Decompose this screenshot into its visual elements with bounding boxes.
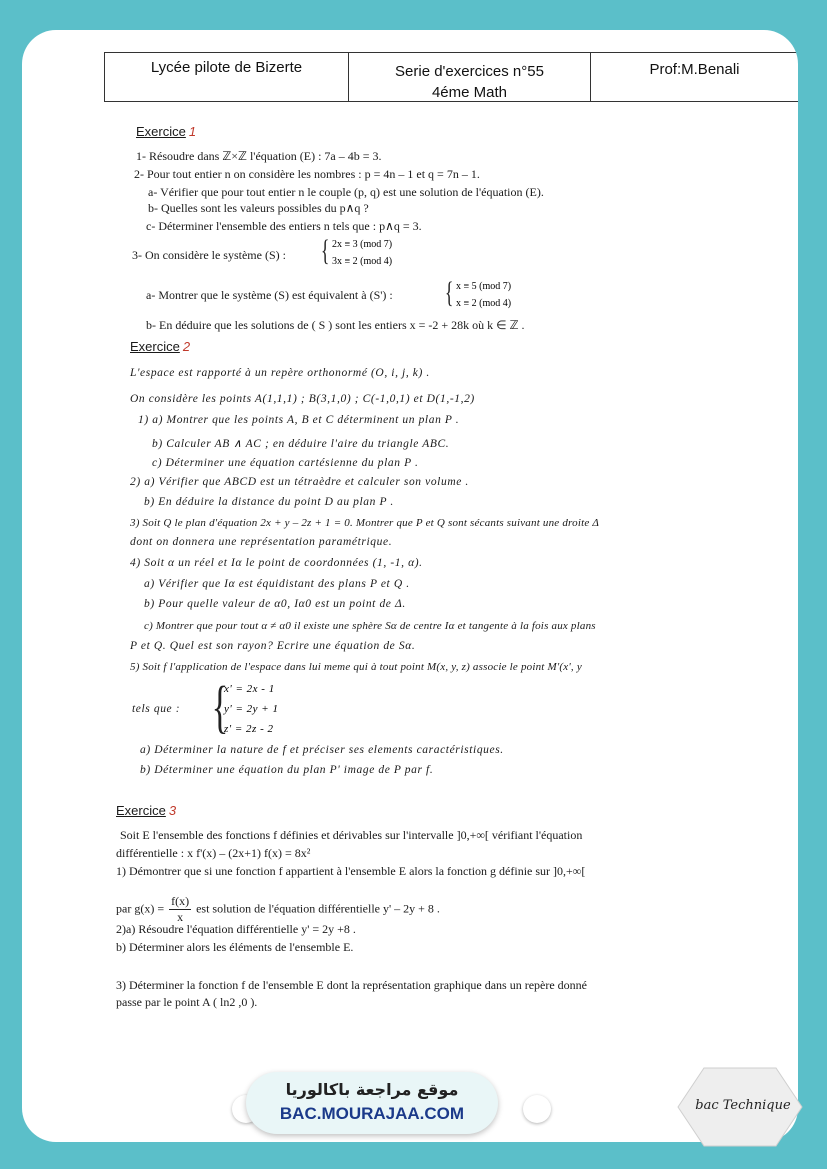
system-brace: {: [320, 234, 330, 267]
ex2-line: b) Pour quelle valeur de α0, Iα0 est un point de Δ.: [144, 598, 406, 610]
ex2-line: c) Montrer que pour tout α ≠ α0 il existe une sphère Sα de centre Iα et tangente à la fois aux plans: [144, 620, 596, 632]
system-brace: {: [211, 674, 229, 739]
ex2-line: dont on donnera une représentation paramétrique.: [130, 536, 393, 548]
ex3-line: 3) Déterminer la fonction f de l'ensemble E dont la représentation graphique dans un repère donné: [116, 978, 587, 992]
fraction: [169, 894, 191, 925]
ex2-line: On considère les points A(1,1,1) ; B(3,1,0) ; C(-1,0,1) et D(1,-1,2): [130, 393, 475, 405]
site-banner[interactable]: [246, 1072, 498, 1134]
exercise-number: 2: [182, 339, 191, 354]
ex3-line: 1) Démontrer que si une fonction f appartient à l'ensemble E alors la fonction g définie sur ]0,+∞[: [116, 864, 586, 878]
ex3-text: est solution de l'équation différentielle y' – 2y + 8 .: [196, 901, 440, 916]
ex1-line: 3- On considère le système (S) :: [132, 248, 286, 262]
site-logo-icon: [523, 1095, 551, 1123]
system-eq: z' = 2z - 2: [224, 723, 274, 735]
school-name: Lycée pilote de Bizerte: [104, 53, 348, 101]
ex1-line: c- Déterminer l'ensemble des entiers n tels que : p∧q = 3.: [146, 219, 422, 233]
ex2-line: 4) Soit α un réel et Iα le point de coordonnées (1, -1, α).: [130, 557, 423, 569]
ex2-line: 1) a) Montrer que les points A, B et C déterminent un plan P .: [138, 414, 460, 426]
exercise-title: Exercice: [130, 339, 180, 354]
system-eq: 2x ≡ 3 (mod 7): [332, 239, 393, 250]
ex3-line: [116, 894, 440, 925]
system-eq: x ≡ 5 (mod 7): [456, 281, 512, 292]
system-eq: y' = 2y + 1: [224, 703, 279, 715]
system-s-prime: [456, 278, 511, 312]
ex1-line: 1- Résoudre dans ℤ×ℤ l'équation (E) : 7a – 4b = 3.: [136, 149, 382, 163]
ex2-line: c) Déterminer une équation cartésienne du plan P .: [152, 457, 419, 469]
exercise-1-heading: [136, 124, 196, 140]
site-url[interactable]: BAC.MOURAJAA.COM: [279, 1104, 465, 1123]
ex3-line: 2)a) Résoudre l'équation différentielle y' = 2y +8 .: [116, 922, 356, 936]
ex1-line: b- Quelles sont les valeurs possibles du p∧q ?: [148, 201, 369, 215]
ex2-line: 2) a) Vérifier que ABCD est un tétraèdre et calculer son volume .: [130, 476, 469, 488]
exercise-2-heading: [130, 339, 190, 355]
exercise-title: Exercice: [116, 803, 166, 818]
series-number: Serie d'exercices n°55: [395, 63, 544, 80]
ex2-line: b) Déterminer une équation du plan P' image de P par f.: [140, 764, 434, 776]
fraction-denominator: x: [177, 910, 184, 924]
exam-sheet: [22, 30, 798, 1142]
system-brace: {: [444, 276, 454, 309]
ex3-line: différentielle : x f'(x) – (2x+1) f(x) = 8x²: [116, 846, 311, 860]
transformation-system: [224, 679, 278, 739]
series-title: [348, 53, 590, 101]
ex1-line: a- Vérifier que pour tout entier n le couple (p, q) est une solution de l'équation (E).: [148, 185, 544, 199]
ex2-line: tels que :: [132, 703, 181, 715]
ex2-line: b) En déduire la distance du point D au plan P .: [144, 496, 394, 508]
system-eq: x ≡ 2 (mod 4): [456, 298, 512, 309]
system-eq: 3x ≡ 2 (mod 4): [332, 256, 393, 267]
ex1-line: a- Montrer que le système (S) est équivalent à (S') :: [146, 288, 393, 302]
ex2-line: 5) Soit f l'application de l'espace dans lui meme qui à tout point M(x, y, z) associe le point M'(x', y: [130, 661, 582, 673]
exercise-title: Exercice: [136, 124, 186, 139]
ex2-line: L'espace est rapporté à un repère orthonormé (O, i, j, k) .: [130, 367, 430, 379]
ex3-text: par g(x) =: [116, 901, 165, 916]
site-name-arabic: موقع مراجعة باكالوريا: [285, 1080, 459, 1099]
ex2-line: b) Calculer AB ∧ AC ; en déduire l'aire du triangle ABC.: [152, 438, 450, 450]
fraction-numerator: f(x): [171, 894, 190, 908]
ex3-line: passe par le point A ( ln2 ,0 ).: [116, 995, 258, 1009]
ex1-line: 2- Pour tout entier n on considère les nombres : p = 4n – 1 et q = 7n – 1.: [134, 167, 480, 181]
system-s: [332, 236, 392, 270]
prof-name: Prof:M.Benali: [590, 53, 798, 101]
ex3-line: Soit E l'ensemble des fonctions f définies et dérivables sur l'intervalle ]0,+∞[ vérifiant l'équation: [120, 828, 583, 842]
ex2-line: P et Q. Quel est son rayon? Ecrire une équation de Sα.: [130, 640, 416, 652]
header-table: [104, 52, 798, 102]
exercise-number: 1: [188, 124, 197, 139]
ex1-line: b- En déduire que les solutions de ( S ) sont les entiers x = -2 + 28k où k ∈ ℤ .: [146, 318, 525, 332]
series-level: 4éme Math: [431, 84, 508, 101]
ex2-line: 3) Soit Q le plan d'équation 2x + y – 2z + 1 = 0. Montrer que P et Q sont sécants suivant une droite Δ: [130, 517, 600, 529]
system-eq: x' = 2x - 1: [224, 683, 275, 695]
exercise-3-heading: [116, 803, 176, 819]
ex3-line: b) Déterminer alors les éléments de l'ensemble E.: [116, 940, 354, 954]
ex2-line: a) Déterminer la nature de f et préciser ses elements caractéristiques.: [140, 744, 504, 756]
badge-label: bac Technique: [695, 1098, 791, 1113]
ex2-line: a) Vérifier que Iα est équidistant des plans P et Q .: [144, 578, 410, 590]
exercise-number: 3: [168, 803, 177, 818]
